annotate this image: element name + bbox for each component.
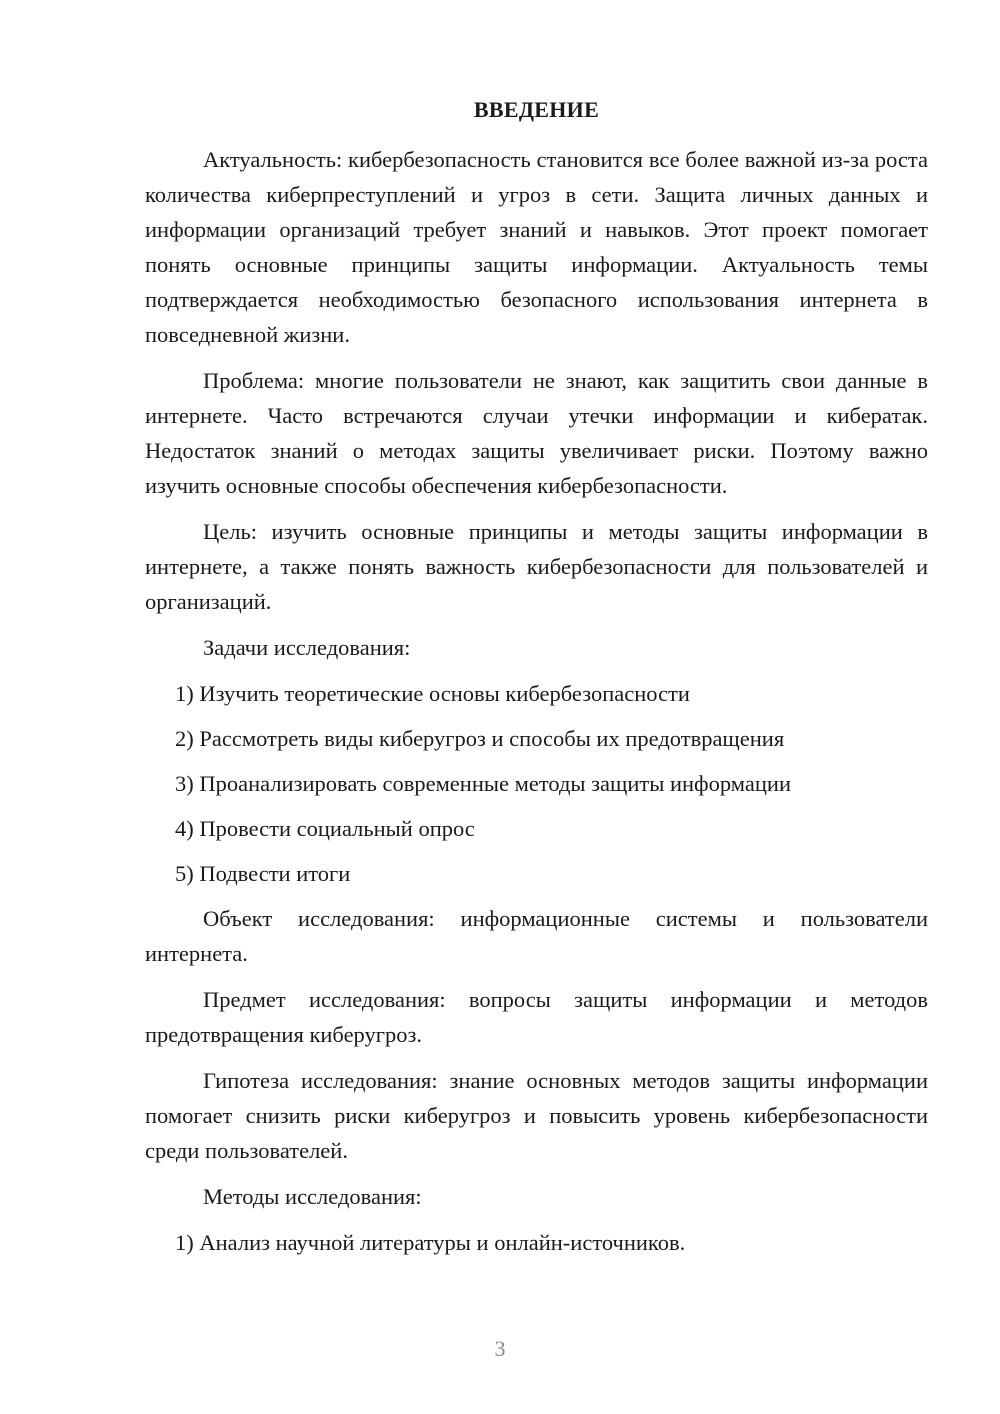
page-title: ВВЕДЕНИЕ <box>473 97 600 122</box>
problem-paragraph: Проблема: многие пользователи не знают, как защитить свои данные в интернете. Часто встречаются случаи утечки информации и кибератак. Недостаток знаний о методах защиты увеличивает риски. Поэтому важно изучить основные способы обеспечения кибербезопасности. <box>145 368 928 498</box>
methods-heading: Методы исследования: <box>203 1184 422 1209</box>
document-page <box>145 92 928 1270</box>
tasks-list <box>145 676 928 891</box>
list-item: 3) Проанализировать современные методы защиты информации <box>175 771 791 796</box>
list-item: 1) Изучить теоретические основы кибербезопасности <box>175 681 690 706</box>
relevance-paragraph: Актуальность: кибербезопасность становится все более важной из-за роста количества киберпреступлений и угроз в сети. Защита личных данных и информации организаций требует знаний и навыков. Этот проект помогает понять основные принципы защиты информации. Актуальность темы подтверждается необходимостью безопасного использования интернета в повседневной жизни. <box>145 147 928 347</box>
list-item: 4) Провести социальный опрос <box>175 816 475 841</box>
methods-list <box>145 1225 928 1260</box>
list-item: 2) Рассмотреть виды киберугроз и способы их предотвращения <box>175 726 785 751</box>
page-number: 3 <box>494 1336 506 1361</box>
object-paragraph: Объект исследования: информационные системы и пользователи интернета. <box>145 906 928 966</box>
hypothesis-paragraph: Гипотеза исследования: знание основных методов защиты информации помогает снизить риски киберугроз и повысить уровень кибербезопасности среди пользователей. <box>145 1068 928 1163</box>
subject-paragraph: Предмет исследования: вопросы защиты информации и методов предотвращения киберугроз. <box>145 987 928 1047</box>
tasks-heading: Задачи исследования: <box>203 635 411 660</box>
goal-paragraph: Цель: изучить основные принципы и методы защиты информации в интернете, а также понять важность кибербезопасности для пользователей и организаций. <box>145 519 928 614</box>
list-item: 5) Подвести итоги <box>175 861 351 886</box>
list-item: 1) Анализ научной литературы и онлайн-источников. <box>175 1230 686 1255</box>
